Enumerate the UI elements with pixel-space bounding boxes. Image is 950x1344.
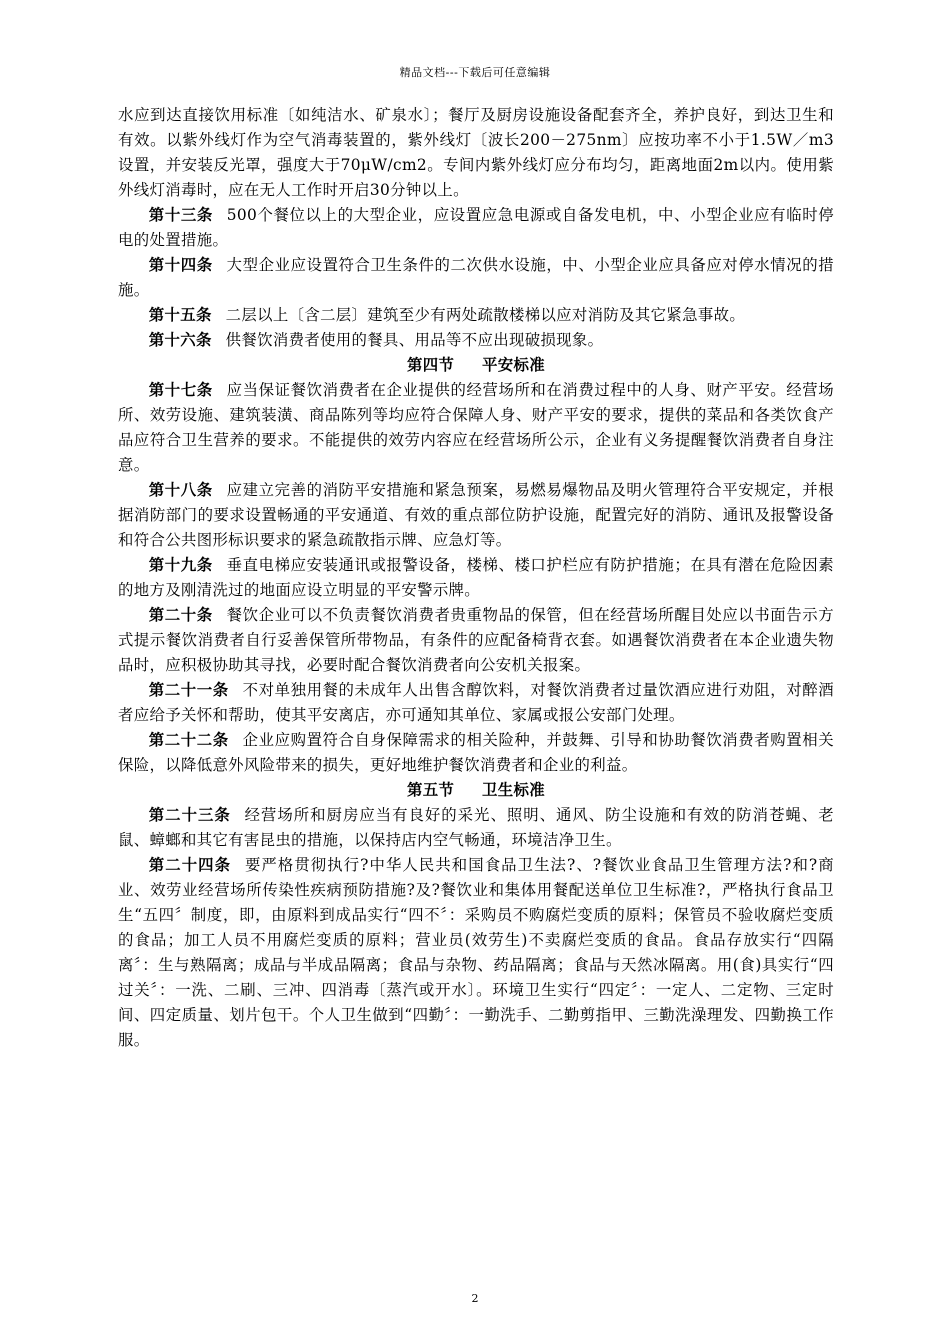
article-text: 应当保证餐饮消费者在企业提供的经营场所和在消费过程中的人身、财产平安。经营场所、效劳设施、建筑装潢、商品陈列等均应符合保障人身、财产平安的要求，提供的菜品和各类饮食产品应符合卫生营养的要求。不能提供的效劳内容应在经营场所公示，企业有义务提醒餐饮消费者自身注意。	[118, 381, 834, 474]
section-title: 平安标准	[481, 356, 545, 374]
article-text: 垂直电梯应安装通讯或报警设备，楼梯、楼口护栏应有防护措施；在具有潜在危险因素的地方及刚清洗过的地面应设立明显的平安警示牌。	[118, 556, 834, 599]
section-heading-4	[118, 353, 834, 378]
article-label: 第二十二条	[148, 731, 229, 749]
article-17	[118, 378, 834, 478]
article-label: 第十三条	[148, 206, 213, 224]
article-label: 第十四条	[148, 256, 213, 274]
section-title: 卫生标准	[481, 781, 545, 799]
article-21	[118, 678, 834, 728]
article-text: 经营场所和厨房应当有良好的采光、照明、通风、防尘设施和有效的防消苍蝇、老鼠、蟑螂和其它有害昆虫的措施，以保持店内空气畅通，环境洁净卫生。	[118, 806, 834, 849]
article-14	[118, 253, 834, 303]
section-heading-5	[118, 778, 834, 803]
article-label: 第二十条	[148, 606, 213, 624]
page-number: 2	[471, 1292, 479, 1305]
article-label: 第十七条	[148, 381, 213, 399]
article-label: 第二十一条	[148, 681, 229, 699]
article-19	[118, 553, 834, 603]
article-13	[118, 203, 834, 253]
article-text: 不对单独用餐的未成年人出售含醇饮料，对餐饮消费者过量饮酒应进行劝阻，对醉酒者应给予关怀和帮助，使其平安离店，亦可通知其单位、家属或报公安部门处理。	[118, 681, 834, 724]
article-label: 第十八条	[148, 481, 213, 499]
article-label: 第二十四条	[148, 856, 232, 874]
article-18	[118, 478, 834, 553]
section-number: 第四节	[407, 356, 455, 374]
article-text: 企业应购置符合自身保障需求的相关险种，并鼓舞、引导和协助餐饮消费者购置相关保险，以降低意外风险带来的损失，更好地维护餐饮消费者和企业的利益。	[118, 731, 834, 774]
article-24	[118, 853, 834, 1053]
article-23	[118, 803, 834, 853]
article-text: 500个餐位以上的大型企业，应设置应急电源或自备发电机，中、小型企业应有临时停电的处置措施。	[118, 206, 834, 249]
article-text: 供餐饮消费者使用的餐具、用品等不应出现破损现象。	[225, 331, 604, 349]
article-20	[118, 603, 834, 678]
article-text: 要严格贯彻执行?中华人民共和国食品卫生法?、?餐饮业食品卫生管理方法?和?商业、效劳业经营场所传染性疾病预防措施?及?餐饮业和集体用餐配送单位卫生标准?，严格执行食品卫生“五四〞制度，即，由原料到成品实行“四不〞：采购员不购腐烂变质的原料；保管员不验收腐烂变质的食品；加工人员不用腐烂变质的原料；营业员(效劳生)不卖腐烂变质的食品。食品存放实行“四隔离〞：生与熟隔离；成品与半成品隔离；食品与杂物、药品隔离；食品与天然冰隔离。用(食)具实行“四过关〞：一洗、二刷、三冲、四消毒〔蒸汽或开水〕。环境卫生实行“四定〞：一定人、二定物、三定时间、四定质量、划片包干。个人卫生做到“四勤〞：一勤洗手、二勤剪指甲、三勤洗澡理发、四勤换工作服。	[118, 856, 834, 1049]
article-label: 第十九条	[148, 556, 213, 574]
article-text: 应建立完善的消防平安措施和紧急预案，易燃易爆物品及明火管理符合平安规定，并根据消防部门的要求设置畅通的平安通道、有效的重点部位防护设施，配置完好的消防、通讯及报警设备和符合公共图形标识要求的紧急疏散指示牌、应急灯等。	[118, 481, 834, 549]
article-text: 大型企业应设置符合卫生条件的二次供水设施，中、小型企业应具备应对停水情况的措施。	[118, 256, 834, 299]
page-header: 精品文档---下载后可任意编辑	[399, 66, 551, 79]
article-text: 餐饮企业可以不负责餐饮消费者贵重物品的保管，但在经营场所醒目处应以书面告示方式提示餐饮消费者自行妥善保管所带物品，有条件的应配备椅背衣套。如遇餐饮消费者在本企业遗失物品时，应积极协助其寻找，必要时配合餐饮消费者向公安机关报案。	[118, 606, 834, 674]
article-16	[118, 328, 834, 353]
continuation-paragraph: 水应到达直接饮用标准〔如纯洁水、矿泉水〕；餐厅及厨房设施设备配套齐全，养护良好，到达卫生和有效。以紫外线灯作为空气消毒装置的，紫外线灯〔波长200－275nm〕应按功率不小于1.5W／m3设置，并安装反光罩，强度大于70μW/cm2。专间内紫外线灯应分布均匀，距离地面2m以内。使用紫外线灯消毒时，应在无人工作时开启30分钟以上。	[118, 106, 834, 199]
article-label: 第十六条	[148, 331, 212, 349]
article-15	[118, 303, 834, 328]
section-number: 第五节	[407, 781, 455, 799]
article-22	[118, 728, 834, 778]
document-body	[118, 103, 834, 1053]
article-label: 第十五条	[148, 306, 212, 324]
article-label: 第二十三条	[148, 806, 231, 824]
article-text: 二层以上〔含二层〕建筑至少有两处疏散楼梯以应对消防及其它紧急事故。	[225, 306, 746, 324]
